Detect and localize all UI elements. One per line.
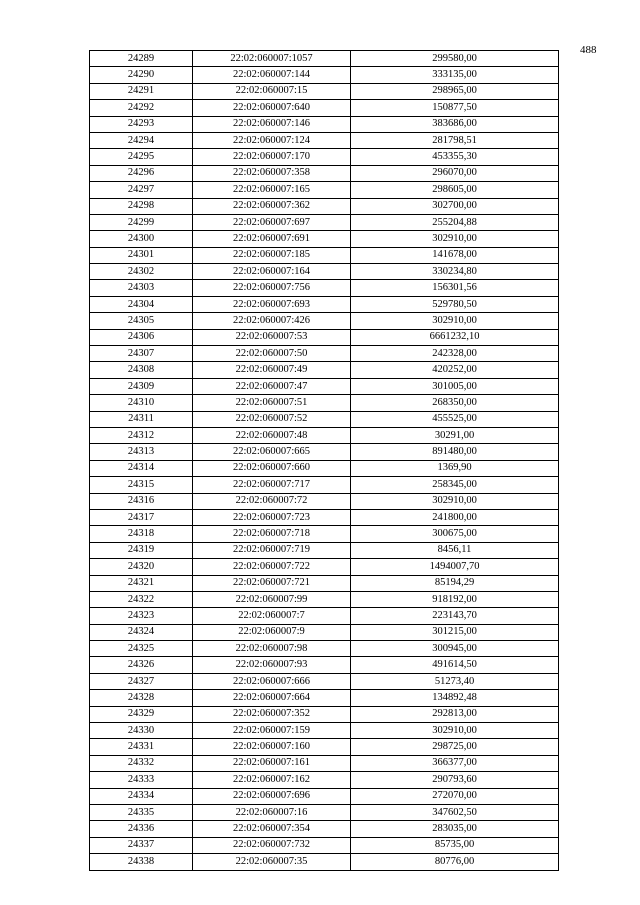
cadastral-number-cell: 22:02:060007:718 [193,526,351,542]
table-row [90,149,559,165]
cadastral-value-cell: 8456,11 [351,542,559,558]
cadastral-number-cell: 22:02:060007:723 [193,509,351,525]
cadastral-number-cell: 22:02:060007:144 [193,67,351,83]
row-number-cell: 24289 [90,51,193,67]
cadastral-value-cell: 299580,00 [351,51,559,67]
row-number-cell: 24320 [90,559,193,575]
table-row [90,264,559,280]
table-row [90,444,559,460]
cadastral-value-cell: 918192,00 [351,591,559,607]
cadastral-value-cell: 51273,40 [351,673,559,689]
cadastral-value-cell: 255204,88 [351,214,559,230]
cadastral-number-cell: 22:02:060007:72 [193,493,351,509]
cadastral-value-cell: 272070,00 [351,788,559,804]
table-row [90,427,559,443]
cadastral-value-cell: 453355,30 [351,149,559,165]
row-number-cell: 24332 [90,755,193,771]
row-number-cell: 24311 [90,411,193,427]
row-number-cell: 24294 [90,132,193,148]
table-row [90,198,559,214]
table-row [90,346,559,362]
cadastral-number-cell: 22:02:060007:691 [193,231,351,247]
cadastral-value-cell: 85194,29 [351,575,559,591]
table-row [90,772,559,788]
row-number-cell: 24316 [90,493,193,509]
cadastral-value-cell: 281798,51 [351,132,559,148]
table-row [90,296,559,312]
row-number-cell: 24318 [90,526,193,542]
cadastral-number-cell: 22:02:060007:722 [193,559,351,575]
row-number-cell: 24302 [90,264,193,280]
cadastral-number-cell: 22:02:060007:48 [193,427,351,443]
cadastral-value-cell: 298965,00 [351,83,559,99]
row-number-cell: 24304 [90,296,193,312]
cadastral-value-cell: 223143,70 [351,608,559,624]
row-number-cell: 24291 [90,83,193,99]
cadastral-number-cell: 22:02:060007:159 [193,723,351,739]
cadastral-number-cell: 22:02:060007:362 [193,198,351,214]
cadastral-number-cell: 22:02:060007:99 [193,591,351,607]
row-number-cell: 24297 [90,182,193,198]
row-number-cell: 24290 [90,67,193,83]
cadastral-number-cell: 22:02:060007:7 [193,608,351,624]
cadastral-value-cell: 302910,00 [351,723,559,739]
cadastral-value-cell: 290793,60 [351,772,559,788]
row-number-cell: 24296 [90,165,193,181]
cadastral-number-cell: 22:02:060007:170 [193,149,351,165]
row-number-cell: 24323 [90,608,193,624]
cadastral-number-cell: 22:02:060007:47 [193,378,351,394]
cadastral-number-cell: 22:02:060007:693 [193,296,351,312]
row-number-cell: 24325 [90,641,193,657]
row-number-cell: 24295 [90,149,193,165]
row-number-cell: 24334 [90,788,193,804]
cadastral-value-cell: 150877,50 [351,100,559,116]
cadastral-number-cell: 22:02:060007:721 [193,575,351,591]
row-number-cell: 24299 [90,214,193,230]
table-row [90,591,559,607]
row-number-cell: 24322 [90,591,193,607]
row-number-cell: 24293 [90,116,193,132]
cadastral-number-cell: 22:02:060007:660 [193,460,351,476]
row-number-cell: 24300 [90,231,193,247]
cadastral-value-cell: 298605,00 [351,182,559,198]
cadastral-value-cell: 1494007,70 [351,559,559,575]
table-row [90,739,559,755]
table-row [90,51,559,67]
cadastral-number-cell: 22:02:060007:93 [193,657,351,673]
row-number-cell: 24321 [90,575,193,591]
table-row [90,657,559,673]
row-number-cell: 24314 [90,460,193,476]
row-number-cell: 24298 [90,198,193,214]
table-row [90,132,559,148]
cadastral-number-cell: 22:02:060007:165 [193,182,351,198]
row-number-cell: 24326 [90,657,193,673]
table-row [90,821,559,837]
table-row [90,493,559,509]
row-number-cell: 24310 [90,395,193,411]
row-number-cell: 24324 [90,624,193,640]
row-number-cell: 24335 [90,804,193,820]
table-row [90,280,559,296]
table-row [90,214,559,230]
table-row [90,575,559,591]
table-row [90,526,559,542]
table-row [90,362,559,378]
table-row [90,509,559,525]
cadastral-value-cell: 301005,00 [351,378,559,394]
row-number-cell: 24338 [90,854,193,870]
cadastral-number-cell: 22:02:060007:124 [193,132,351,148]
cadastral-value-cell: 366377,00 [351,755,559,771]
cadastral-number-cell: 22:02:060007:146 [193,116,351,132]
cadastral-value-cell: 302910,00 [351,231,559,247]
row-number-cell: 24315 [90,477,193,493]
table-row [90,378,559,394]
cadastral-value-cell: 301215,00 [351,624,559,640]
table-row [90,182,559,198]
row-number-cell: 24328 [90,690,193,706]
cadastral-value-cell: 420252,00 [351,362,559,378]
cadastral-number-cell: 22:02:060007:1057 [193,51,351,67]
row-number-cell: 24327 [90,673,193,689]
table-row [90,411,559,427]
cadastral-number-cell: 22:02:060007:52 [193,411,351,427]
cadastral-number-cell: 22:02:060007:98 [193,641,351,657]
cadastral-number-cell: 22:02:060007:164 [193,264,351,280]
cadastral-value-cell: 141678,00 [351,247,559,263]
cadastral-number-cell: 22:02:060007:16 [193,804,351,820]
cadastral-number-cell: 22:02:060007:717 [193,477,351,493]
table-row [90,395,559,411]
cadastral-number-cell: 22:02:060007:35 [193,854,351,870]
table-row [90,854,559,870]
cadastral-number-cell: 22:02:060007:49 [193,362,351,378]
cadastral-value-cell: 242328,00 [351,346,559,362]
table-body [90,51,559,871]
row-number-cell: 24303 [90,280,193,296]
cadastral-value-cell: 85735,00 [351,837,559,853]
table-row [90,460,559,476]
cadastral-number-cell: 22:02:060007:719 [193,542,351,558]
cadastral-number-cell: 22:02:060007:53 [193,329,351,345]
cadastral-value-cell: 292813,00 [351,706,559,722]
table-row [90,641,559,657]
cadastral-number-cell: 22:02:060007:162 [193,772,351,788]
cadastral-number-cell: 22:02:060007:9 [193,624,351,640]
table-row [90,477,559,493]
row-number-cell: 24329 [90,706,193,722]
cadastral-value-cell: 330234,80 [351,264,559,280]
cadastral-number-cell: 22:02:060007:756 [193,280,351,296]
cadastral-value-cell: 529780,50 [351,296,559,312]
cadastral-value-cell: 455525,00 [351,411,559,427]
cadastral-number-cell: 22:02:060007:696 [193,788,351,804]
row-number-cell: 24301 [90,247,193,263]
cadastral-value-cell: 30291,00 [351,427,559,443]
cadastral-value-cell: 383686,00 [351,116,559,132]
table-row [90,231,559,247]
cadastral-value-table [89,50,559,871]
cadastral-number-cell: 22:02:060007:160 [193,739,351,755]
cadastral-number-cell: 22:02:060007:358 [193,165,351,181]
cadastral-value-cell: 333135,00 [351,67,559,83]
row-number-cell: 24306 [90,329,193,345]
cadastral-number-cell: 22:02:060007:697 [193,214,351,230]
cadastral-number-cell: 22:02:060007:354 [193,821,351,837]
table-row [90,837,559,853]
cadastral-value-cell: 302910,00 [351,313,559,329]
cadastral-value-cell: 156301,56 [351,280,559,296]
table-row [90,116,559,132]
cadastral-value-cell: 268350,00 [351,395,559,411]
table-row [90,624,559,640]
cadastral-number-cell: 22:02:060007:426 [193,313,351,329]
cadastral-value-cell: 347602,50 [351,804,559,820]
table-row [90,100,559,116]
cadastral-value-cell: 300945,00 [351,641,559,657]
table-row [90,755,559,771]
cadastral-number-cell: 22:02:060007:51 [193,395,351,411]
cadastral-number-cell: 22:02:060007:666 [193,673,351,689]
row-number-cell: 24336 [90,821,193,837]
row-number-cell: 24319 [90,542,193,558]
table-row [90,542,559,558]
table-row [90,804,559,820]
table-row [90,313,559,329]
cadastral-number-cell: 22:02:060007:640 [193,100,351,116]
row-number-cell: 24307 [90,346,193,362]
cadastral-number-cell: 22:02:060007:185 [193,247,351,263]
table-row [90,706,559,722]
cadastral-value-cell: 1369,90 [351,460,559,476]
cadastral-number-cell: 22:02:060007:352 [193,706,351,722]
table-row [90,329,559,345]
cadastral-value-cell: 891480,00 [351,444,559,460]
row-number-cell: 24333 [90,772,193,788]
cadastral-value-cell: 302700,00 [351,198,559,214]
row-number-cell: 24337 [90,837,193,853]
table-row [90,608,559,624]
cadastral-number-cell: 22:02:060007:732 [193,837,351,853]
cadastral-value-cell: 134892,48 [351,690,559,706]
row-number-cell: 24312 [90,427,193,443]
cadastral-number-cell: 22:02:060007:15 [193,83,351,99]
cadastral-value-cell: 298725,00 [351,739,559,755]
row-number-cell: 24305 [90,313,193,329]
table-row [90,788,559,804]
cadastral-value-cell: 80776,00 [351,854,559,870]
table-row [90,83,559,99]
row-number-cell: 24308 [90,362,193,378]
table-row [90,690,559,706]
cadastral-value-cell: 300675,00 [351,526,559,542]
cadastral-number-cell: 22:02:060007:161 [193,755,351,771]
row-number-cell: 24309 [90,378,193,394]
cadastral-value-cell: 302910,00 [351,493,559,509]
cadastral-value-cell: 258345,00 [351,477,559,493]
cadastral-value-cell: 491614,50 [351,657,559,673]
row-number-cell: 24331 [90,739,193,755]
table-row [90,559,559,575]
cadastral-value-cell: 296070,00 [351,165,559,181]
cadastral-value-cell: 283035,00 [351,821,559,837]
cadastral-value-cell: 241800,00 [351,509,559,525]
cadastral-number-cell: 22:02:060007:665 [193,444,351,460]
cadastral-number-cell: 22:02:060007:50 [193,346,351,362]
cadastral-value-cell: 6661232,10 [351,329,559,345]
row-number-cell: 24313 [90,444,193,460]
table-row [90,723,559,739]
cadastral-number-cell: 22:02:060007:664 [193,690,351,706]
row-number-cell: 24317 [90,509,193,525]
table-row [90,165,559,181]
page-number: 488 [580,44,597,56]
row-number-cell: 24292 [90,100,193,116]
row-number-cell: 24330 [90,723,193,739]
table-row [90,67,559,83]
table-row [90,247,559,263]
table-row [90,673,559,689]
